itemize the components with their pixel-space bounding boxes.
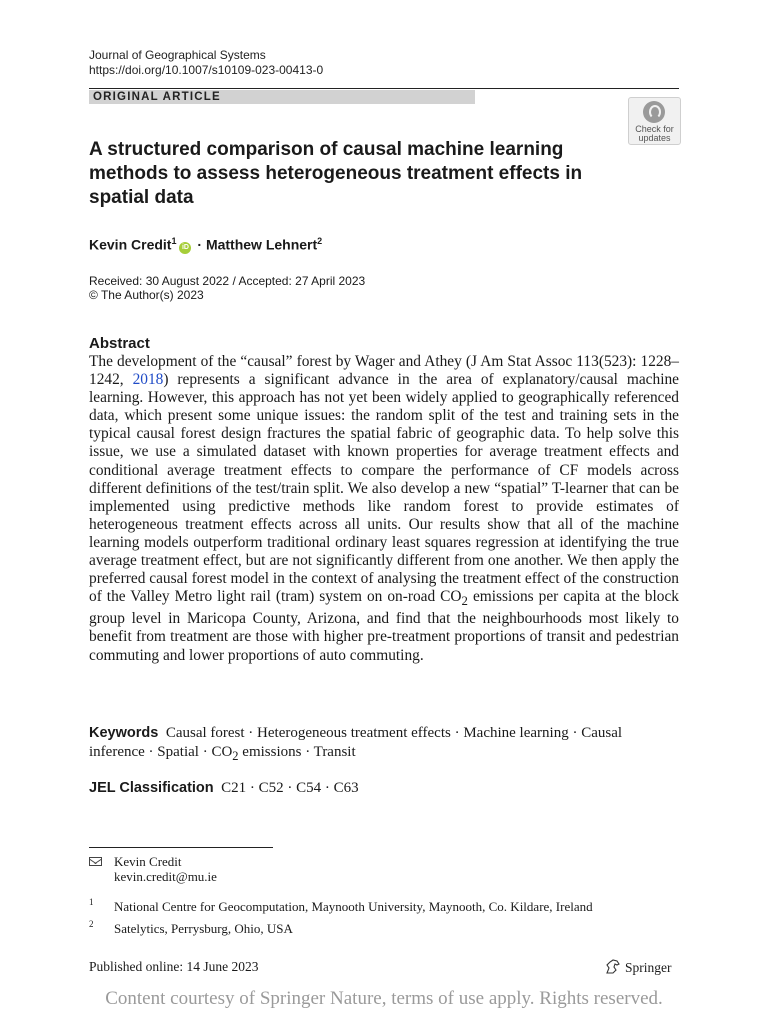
author-list <box>89 232 322 254</box>
footnote-rule <box>89 847 273 848</box>
affiliation-number: 1 <box>89 897 94 907</box>
copyright-notice: © The Author(s) 2023 <box>89 288 204 302</box>
check-for-updates-badge[interactable] <box>628 97 681 145</box>
check-for-updates-line-2: updates <box>638 133 671 143</box>
keywords-text: Causal forest · Heterogeneous treatment effects · Machine learning · Causal inference · Spatial · CO <box>89 725 623 760</box>
envelope-icon <box>89 857 102 866</box>
check-for-updates-line-1: Check for <box>635 124 674 134</box>
keywords-subscript: 2 <box>232 749 239 763</box>
paper-title: A structured comparison of causal machine learning methods to assess heterogeneous treatment effects in spatial data <box>89 139 583 208</box>
abstract-text: The development of the “causal” forest by Wager and Athey (J Am Stat Assoc 113(523): 1228–1242, <box>89 353 679 389</box>
author-separator: · <box>197 236 203 253</box>
abstract-body <box>89 353 679 665</box>
orcid-icon[interactable]: iD <box>179 242 191 254</box>
doi-link[interactable]: https://doi.org/10.1007/s10109-023-00413-0 <box>89 63 324 77</box>
keywords <box>89 724 679 766</box>
corresponding-author-email[interactable]: kevin.credit@mu.ie <box>114 869 217 884</box>
affiliation-text: National Centre for Geocomputation, Maynooth University, Maynooth, Co. Kildare, Ireland <box>114 899 593 914</box>
affiliation-number: 2 <box>89 919 94 929</box>
author-name[interactable]: Matthew Lehnert <box>205 236 318 253</box>
jel-classification <box>89 779 359 798</box>
check-for-updates-icon <box>643 101 665 123</box>
corresponding-author-name: Kevin Credit <box>114 854 182 869</box>
publication-dates <box>89 274 365 302</box>
abstract-text: ) represents a significant advance in the area of explanatory/causal machine learning. However, this approach has not yet been widely applied to geographically referenced data, which present some unique issues: the random split of the test and training sets in the typical causal forest design fractures the spatial fabric of geographic data. To help solve this issue, we use a simulated dataset with known properties for average treatment effects and conditional average treatment effects to compare the performance of CF models across different definitions of the test/train split. We also develop a new “spatial” T-learner that can be implemented using predictive methods like random forest to provide estimates of heterogeneous treatment effects across all units. Our results show that all of the machine learning models outperform traditional ordinary least squares regression at identifying the true average treatment effect, but are not significantly different from one another. We then apply the preferred causal forest model in the context of analysing the treatment effect of the construction of the Valley Metro light rail (tram) system on on-road CO <box>89 371 680 606</box>
jel-label: JEL Classification <box>89 780 214 796</box>
publisher-name: Springer <box>625 960 672 975</box>
keywords-label: Keywords <box>89 725 159 741</box>
author-affiliation-mark: 2 <box>317 236 323 246</box>
article-type-bar <box>89 88 679 104</box>
abstract-subscript: 2 <box>461 594 468 609</box>
header-rule <box>89 88 679 89</box>
journal-name: Journal of Geographical Systems <box>89 48 266 62</box>
abstract-text: emissions per capita at the block group level in Maricopa County, Arizona, and find that the neighbourhoods most likely to benefit from treatment are those with higher pre-treatment proportions of transit and pedestrian commuting and lower proportions of auto commuting. <box>89 588 679 664</box>
courtesy-notice: Content courtesy of Springer Nature, terms of use apply. Rights reserved. <box>105 988 663 1009</box>
jel-codes: C21 · C52 · C54 · C63 <box>221 780 359 796</box>
article-type-label: ORIGINAL ARTICLE <box>93 91 221 103</box>
author-name[interactable]: Kevin Credit <box>89 236 172 253</box>
keywords-text: emissions · Transit <box>238 744 356 760</box>
citation-link[interactable]: 2018 <box>132 371 164 389</box>
affiliation-text: Satelytics, Perrysburg, Ohio, USA <box>114 921 293 936</box>
springer-logo <box>604 959 672 976</box>
published-online: Published online: 14 June 2023 <box>89 959 259 974</box>
springer-horse-icon <box>604 959 621 974</box>
journal-header <box>89 48 323 78</box>
received-accepted-dates: Received: 30 August 2022 / Accepted: 27 April 2023 <box>89 274 366 288</box>
abstract-heading: Abstract <box>89 335 150 352</box>
author-affiliation-mark: 1 <box>171 236 177 246</box>
